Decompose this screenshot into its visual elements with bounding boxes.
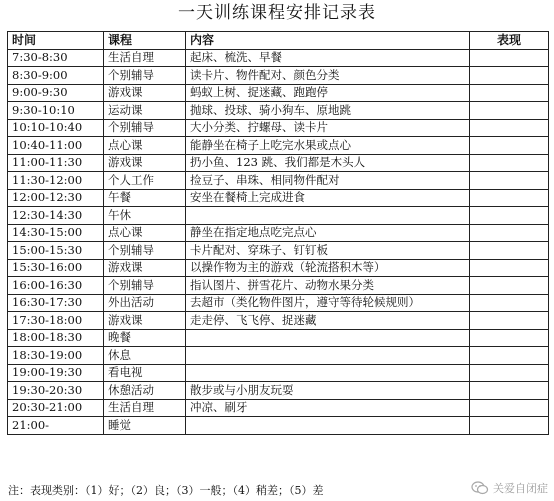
cell-content: 捡豆子、串珠、相同物件配对 <box>186 172 470 190</box>
table-row <box>8 207 549 225</box>
cell-time: 17:30-18:00 <box>8 312 104 330</box>
table-row <box>8 417 549 435</box>
header-content: 内容 <box>186 32 470 50</box>
cell-content: 散步或与小朋友玩耍 <box>186 382 470 400</box>
cell-time: 11:00-11:30 <box>8 154 104 172</box>
table-header-row <box>8 32 549 50</box>
cell-time: 9:00-9:30 <box>8 84 104 102</box>
cell-content <box>186 364 470 382</box>
cell-course: 游戏课 <box>104 312 186 330</box>
cell-content: 卡片配对、穿珠子、钉钉板 <box>186 242 470 260</box>
cell-course: 游戏课 <box>104 154 186 172</box>
cell-performance <box>470 154 549 172</box>
cell-time: 18:00-18:30 <box>8 329 104 347</box>
cell-content <box>186 347 470 365</box>
table-row <box>8 277 549 295</box>
cell-course: 午休 <box>104 207 186 225</box>
footnote: 注：表现类别：（1）好；（2）良；（3）一般；（4）稍差；（5）差 <box>8 484 324 497</box>
cell-content: 扔小鱼、123 跳、我们都是木头人 <box>186 154 470 172</box>
cell-performance <box>470 242 549 260</box>
table-row <box>8 312 549 330</box>
table-row <box>8 102 549 120</box>
table-row <box>8 119 549 137</box>
cell-performance <box>470 137 549 155</box>
cell-time: 14:30-15:00 <box>8 224 104 242</box>
table-row <box>8 154 549 172</box>
cell-content: 冲凉、刷牙 <box>186 399 470 417</box>
page-title: 一天训练课程安排记录表 <box>178 3 376 23</box>
cell-performance <box>470 172 549 190</box>
cell-course: 点心课 <box>104 137 186 155</box>
cell-course: 游戏课 <box>104 259 186 277</box>
cell-performance <box>470 207 549 225</box>
cell-performance <box>470 364 549 382</box>
cell-course: 休息 <box>104 347 186 365</box>
cell-performance <box>470 382 549 400</box>
table-row <box>8 67 549 85</box>
table-row <box>8 399 549 417</box>
cell-course: 运动课 <box>104 102 186 120</box>
cell-content: 安坐在餐椅上完成进食 <box>186 189 470 207</box>
cell-performance <box>470 102 549 120</box>
watermark-text: 关爱自闭症 <box>493 482 548 495</box>
cell-content <box>186 329 470 347</box>
cell-performance <box>470 294 549 312</box>
table-row <box>8 84 549 102</box>
cell-performance <box>470 417 549 435</box>
cell-course: 看电视 <box>104 364 186 382</box>
cell-course: 个别辅导 <box>104 277 186 295</box>
cell-content: 去超市（类化物件图片，遵守等待轮候规则） <box>186 294 470 312</box>
cell-performance <box>470 259 549 277</box>
cell-time: 12:30-14:30 <box>8 207 104 225</box>
cell-performance <box>470 277 549 295</box>
header-course: 课程 <box>104 32 186 50</box>
header-time: 时间 <box>8 32 104 50</box>
table-row <box>8 259 549 277</box>
cell-time: 9:30-10:10 <box>8 102 104 120</box>
cell-content <box>186 417 470 435</box>
cell-time: 7:30-8:30 <box>8 49 104 67</box>
cell-course: 生活自理 <box>104 49 186 67</box>
cell-performance <box>470 329 549 347</box>
cell-course: 睡觉 <box>104 417 186 435</box>
cell-course: 午餐 <box>104 189 186 207</box>
table-row <box>8 49 549 67</box>
cell-course: 个人工作 <box>104 172 186 190</box>
cell-time: 20:30-21:00 <box>8 399 104 417</box>
cell-time: 15:00-15:30 <box>8 242 104 260</box>
cell-content: 能静坐在椅子上吃完水果或点心 <box>186 137 470 155</box>
cell-course: 个别辅导 <box>104 119 186 137</box>
table-row <box>8 224 549 242</box>
cell-content: 抛球、投球、骑小狗车、原地跳 <box>186 102 470 120</box>
cell-time: 19:00-19:30 <box>8 364 104 382</box>
cell-time: 19:30-20:30 <box>8 382 104 400</box>
cell-performance <box>470 119 549 137</box>
cell-course: 个别辅导 <box>104 67 186 85</box>
cell-content: 指认图片、拼雪花片、动物水果分类 <box>186 277 470 295</box>
cell-time: 12:00-12:30 <box>8 189 104 207</box>
cell-time: 16:30-17:30 <box>8 294 104 312</box>
cell-content: 大小分类、拧螺母、读卡片 <box>186 119 470 137</box>
cell-content: 读卡片、物件配对、颜色分类 <box>186 67 470 85</box>
cell-time: 21:00- <box>8 417 104 435</box>
cell-performance <box>470 312 549 330</box>
table-row <box>8 242 549 260</box>
table-row <box>8 347 549 365</box>
cell-content <box>186 207 470 225</box>
cell-performance <box>470 49 549 67</box>
cell-course: 生活自理 <box>104 399 186 417</box>
cell-course: 游戏课 <box>104 84 186 102</box>
cell-performance <box>470 399 549 417</box>
table-row <box>8 189 549 207</box>
cell-performance <box>470 67 549 85</box>
table-row <box>8 382 549 400</box>
table-row <box>8 172 549 190</box>
cell-course: 外出活动 <box>104 294 186 312</box>
cell-performance <box>470 347 549 365</box>
cell-time: 16:00-16:30 <box>8 277 104 295</box>
table-row <box>8 364 549 382</box>
cell-content: 以操作物为主的游戏（轮流搭积木等） <box>186 259 470 277</box>
cell-content: 蚂蚁上树、捉迷藏、跑跑停 <box>186 84 470 102</box>
cell-performance <box>470 84 549 102</box>
cell-content: 起床、梳洗、早餐 <box>186 49 470 67</box>
cell-time: 10:40-11:00 <box>8 137 104 155</box>
wechat-logo-icon <box>471 481 489 495</box>
cell-performance <box>470 189 549 207</box>
header-performance: 表现 <box>470 32 549 50</box>
cell-time: 15:30-16:00 <box>8 259 104 277</box>
cell-course: 个别辅导 <box>104 242 186 260</box>
cell-course: 休憩活动 <box>104 382 186 400</box>
cell-time: 11:30-12:00 <box>8 172 104 190</box>
schedule-table <box>7 31 549 435</box>
cell-content: 走走停、飞飞停、捉迷藏 <box>186 312 470 330</box>
cell-time: 8:30-9:00 <box>8 67 104 85</box>
watermark <box>471 480 548 496</box>
cell-performance <box>470 224 549 242</box>
table-row <box>8 329 549 347</box>
cell-course: 点心课 <box>104 224 186 242</box>
table-row <box>8 294 549 312</box>
cell-course: 晚餐 <box>104 329 186 347</box>
cell-content: 静坐在指定地点吃完点心 <box>186 224 470 242</box>
table-row <box>8 137 549 155</box>
cell-time: 18:30-19:00 <box>8 347 104 365</box>
cell-time: 10:10-10:40 <box>8 119 104 137</box>
